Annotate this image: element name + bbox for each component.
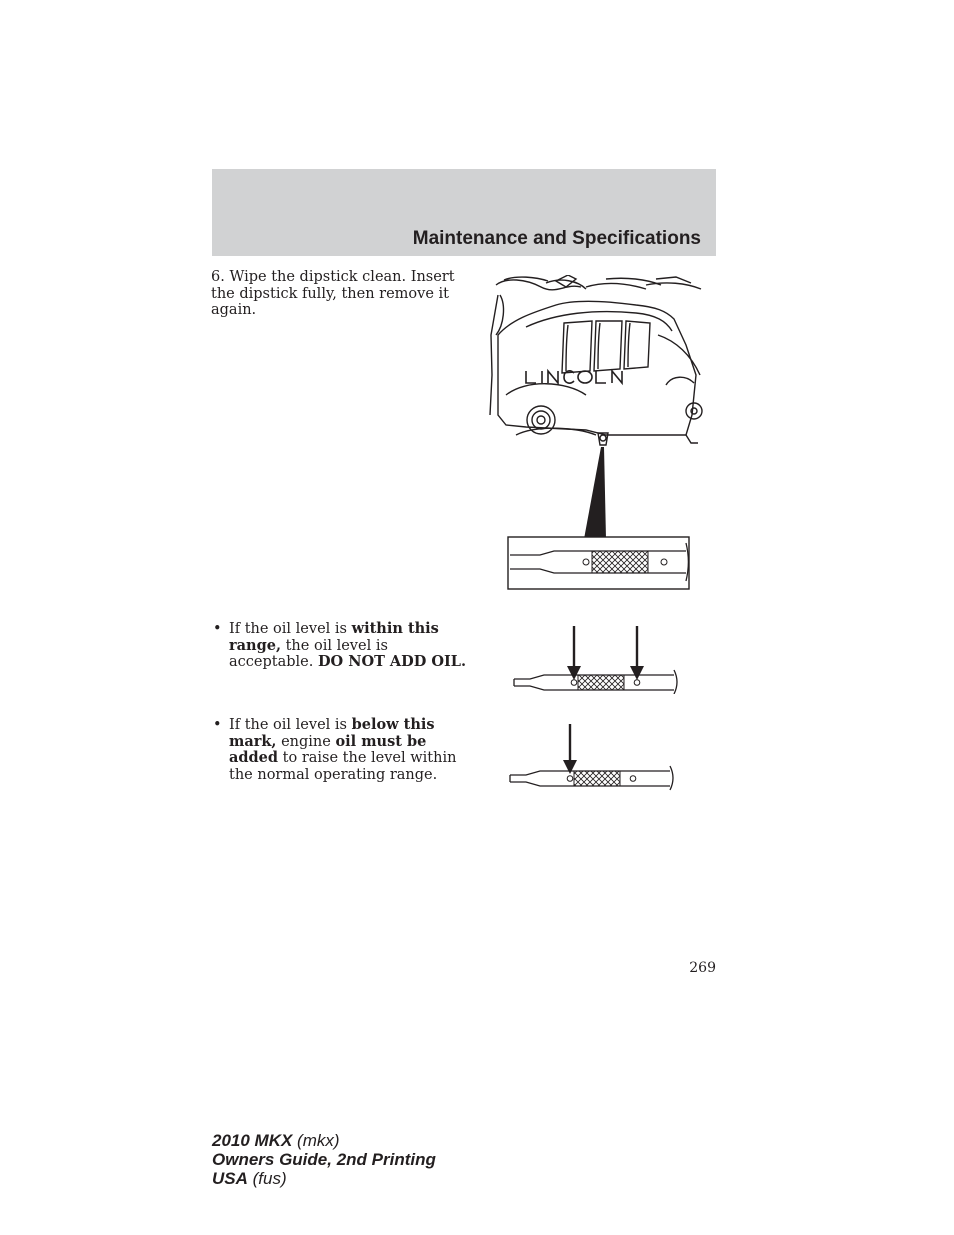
bullet-within-range xyxy=(213,621,468,671)
bullet-marker: • xyxy=(213,621,222,637)
callout-pointer xyxy=(584,447,606,539)
dipstick-within-range-illustration xyxy=(510,624,682,694)
footer-model: 2010 MKX xyxy=(212,1131,293,1150)
bullet-text-bold: DO NOT ADD OIL. xyxy=(317,653,467,670)
dipstick-below-mark-illustration xyxy=(506,722,678,792)
header-band xyxy=(212,169,716,256)
dipstick-tip xyxy=(514,670,677,694)
bullet-text-part: If the oil level is xyxy=(229,621,352,637)
range-arrows xyxy=(567,626,644,680)
footer-market-code: (fus) xyxy=(247,1169,287,1188)
engine-dipstick-illustration xyxy=(486,275,708,593)
engine-cover xyxy=(490,275,702,445)
footer-model-code: (mkx) xyxy=(292,1131,340,1150)
footer xyxy=(212,1131,436,1188)
lincoln-logo-lettering xyxy=(526,371,622,383)
step-6-text: 6. Wipe the dipstick clean. Insert the dipstick fully, then remove it again. xyxy=(211,269,455,318)
bullet-text-bold: oil must be added xyxy=(229,732,427,766)
bullet-text-part: If the oil level is xyxy=(229,717,352,733)
section-title: Maintenance and Specifications xyxy=(412,228,701,249)
bullet-text-bold: within this range, xyxy=(229,620,439,654)
footer-line-2: Owners Guide, 2nd Printing xyxy=(212,1150,436,1169)
footer-line-1 xyxy=(212,1131,436,1150)
bullet-marker: • xyxy=(213,717,222,733)
bullet-text-bold: below this mark, xyxy=(229,716,435,750)
bullet-text-part: to raise the level within the normal operating range. xyxy=(229,750,457,783)
dipstick-tip xyxy=(510,766,673,790)
page-number: 269 xyxy=(689,960,716,976)
bullet-text-part: engine xyxy=(276,733,336,750)
low-mark-arrow xyxy=(563,724,577,774)
bullet-text-part: the oil level is acceptable. xyxy=(229,637,388,670)
footer-line-3 xyxy=(212,1169,436,1188)
bullet-below-mark xyxy=(213,717,468,783)
footer-market: USA xyxy=(212,1169,248,1188)
